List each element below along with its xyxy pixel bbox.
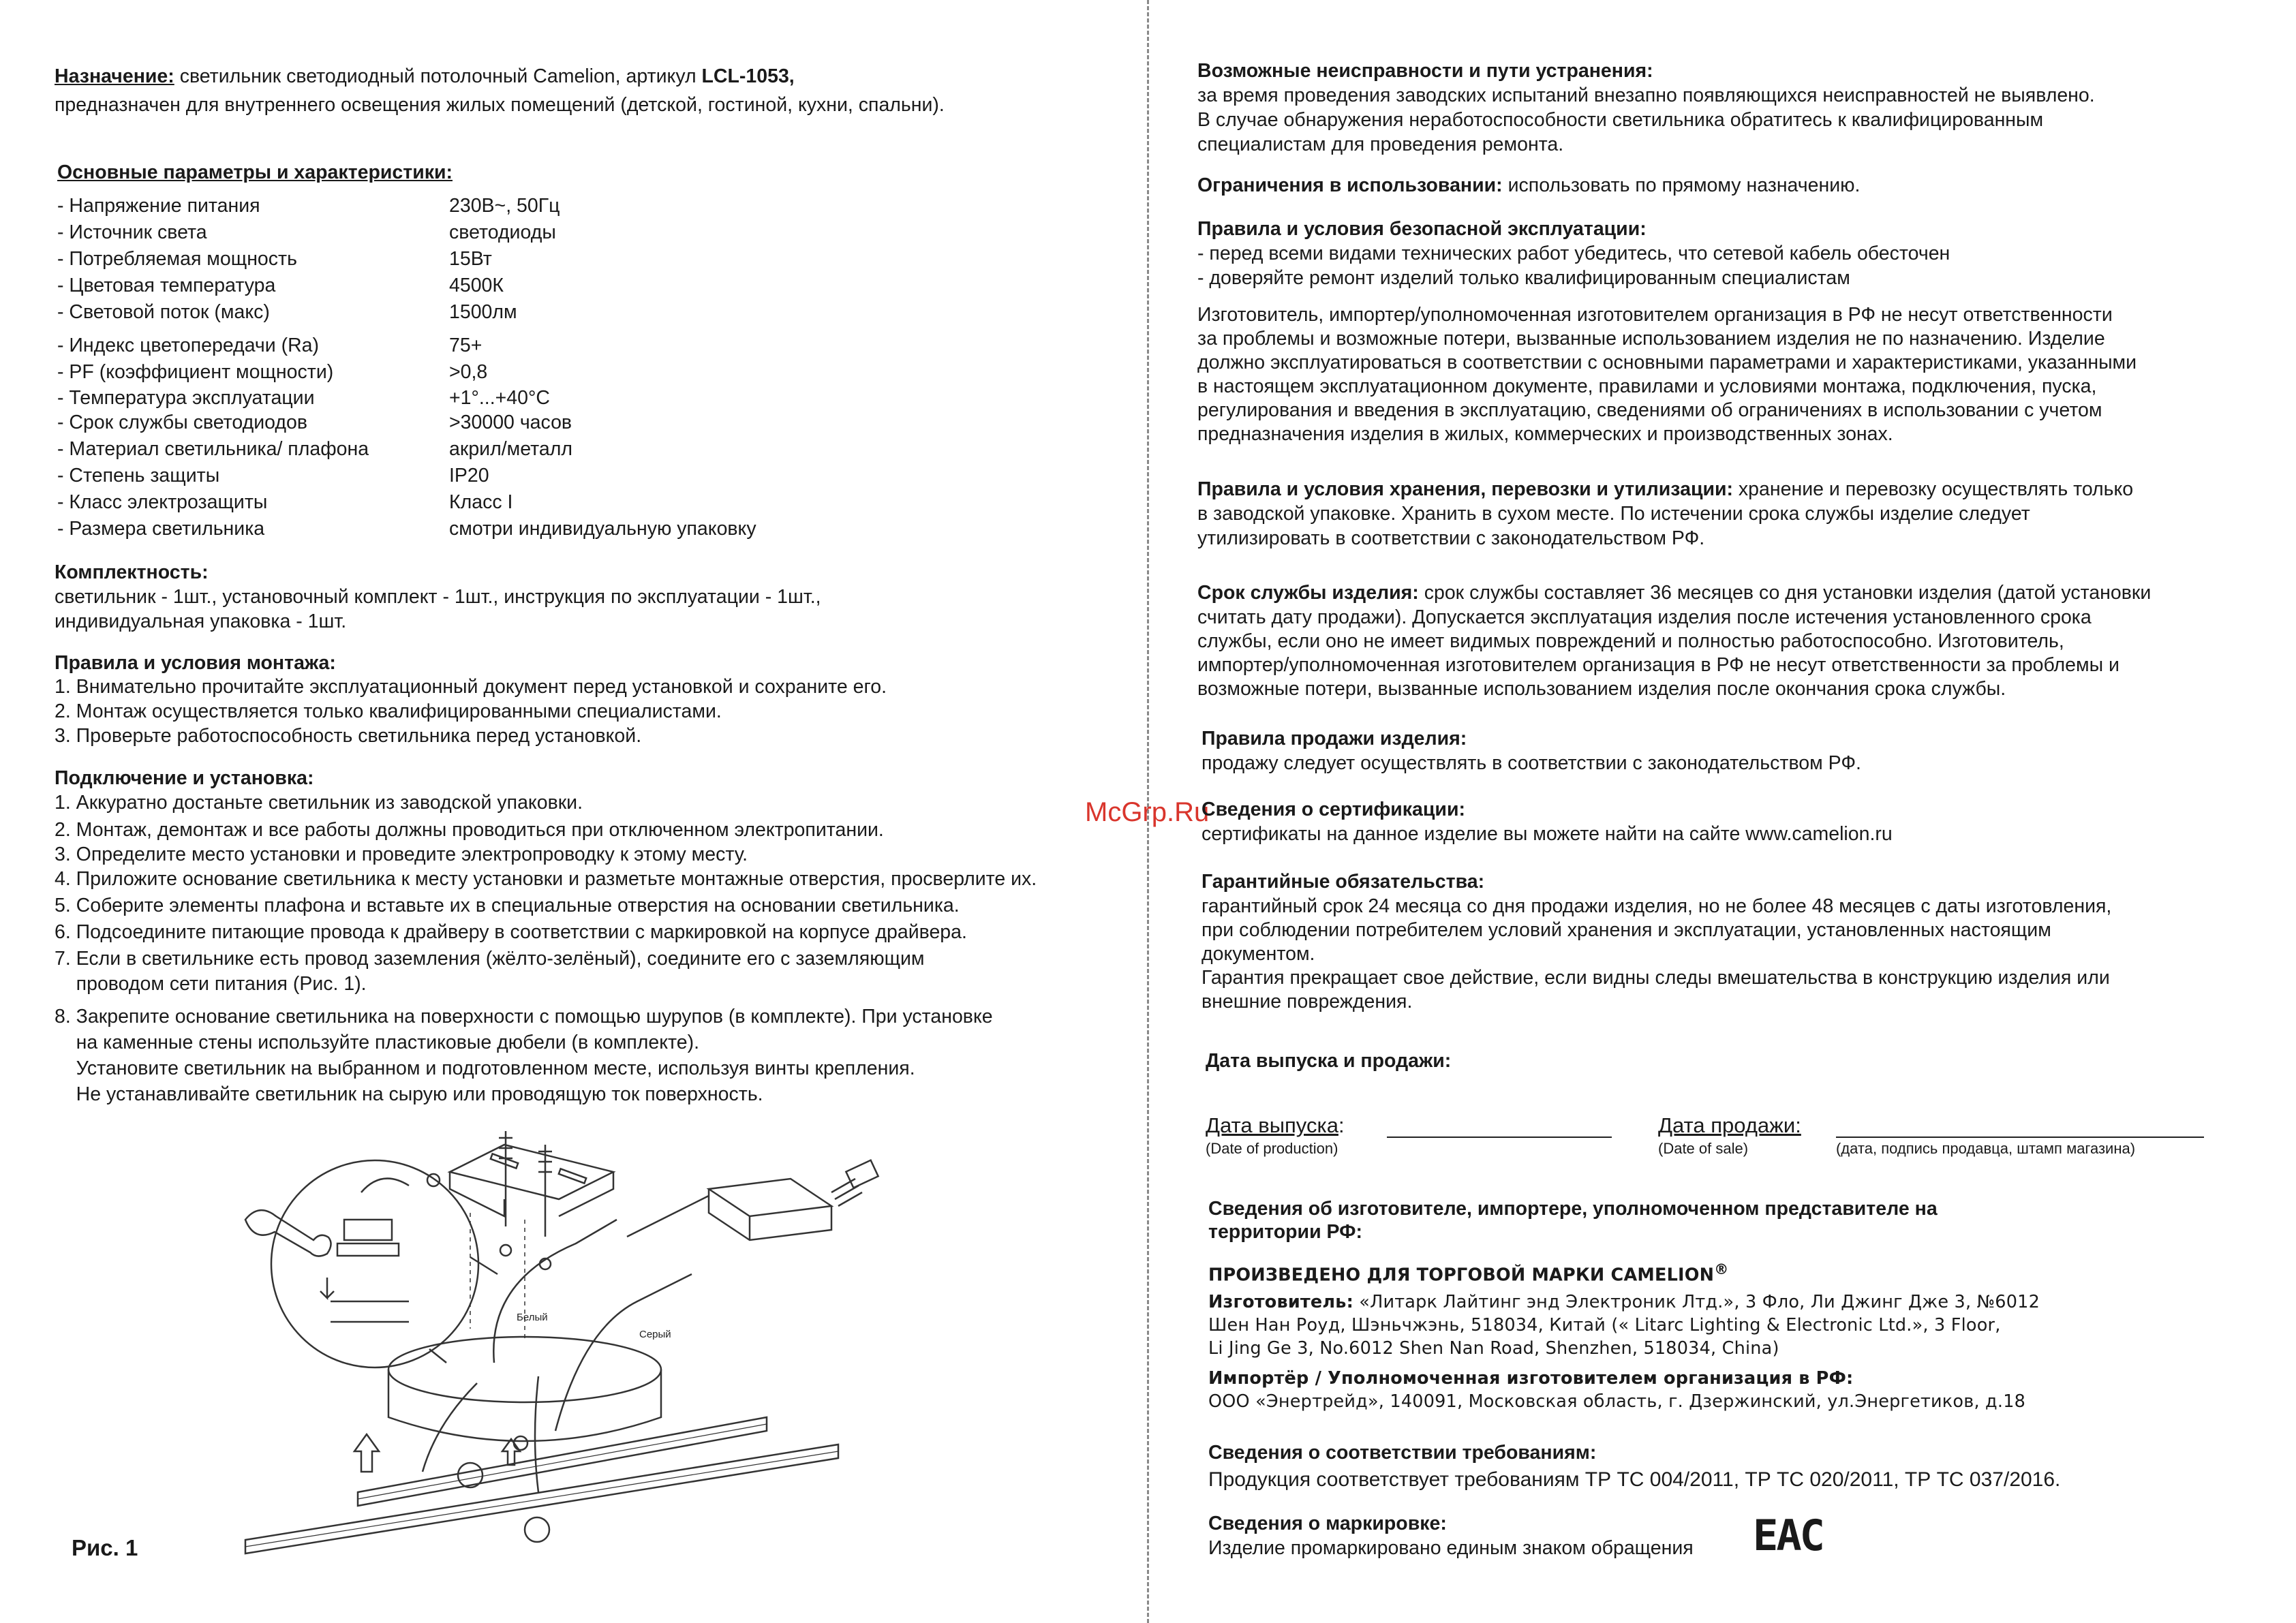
lamp-base [388, 1337, 661, 1402]
spec-key: - PF (коэффициент мощности) [57, 361, 334, 383]
faults-title: Возможные неисправности и пути устранения: [1197, 60, 1653, 82]
liability-line: в настоящем эксплуатационном документе, правилами и условиями монтажа, подключения, пуска, [1197, 375, 2097, 397]
driver-box [709, 1179, 831, 1216]
spec-key: - Класс электрозащиты [57, 491, 268, 513]
spec-key: - Температура эксплуатации [57, 387, 315, 409]
installation-diagram [204, 1117, 920, 1567]
purpose-text: светильник светодиодный потолочный Camelion, артикул [174, 65, 702, 87]
spec-key: - Материал светильника/ плафона [57, 438, 369, 460]
brand-line: ПРОИЗВЕДЕНО ДЛЯ ТОРГОВОЙ МАРКИ CAMELION® [1208, 1261, 1729, 1286]
install-step: 7. Если в светильнике есть провод заземления (жёлто-зелёный), соедините его с заземляющим [55, 948, 925, 970]
spec-key: - Потребляемая мощность [57, 248, 297, 270]
maker-title-2: территории РФ: [1208, 1221, 1362, 1243]
spec-value: 4500К [449, 275, 504, 296]
wire-gray [555, 1274, 692, 1431]
detail-magnifier [271, 1160, 478, 1367]
spec-key: - Размера светильника [57, 518, 265, 540]
spec-key: - Световой поток (макс) [57, 301, 270, 323]
mount-step: 2. Монтаж осуществляется только квалифицированными специалистами. [55, 700, 722, 722]
purpose-line-2: предназначен для внутреннего освещения жилых помещений (детской, гостиной, кухни, спальни). [55, 94, 945, 116]
life-line: службы, если оно не имеет видимых повреждений и полностью работоспособно. Изготовитель, [1197, 630, 2064, 652]
install-step: 6. Подсоедините питающие провода к драйверу в соответствии с маркировкой на корпусе драйвера. [55, 921, 967, 943]
sale-title: Правила продажи изделия: [1201, 728, 1467, 749]
storage-line: утилизировать в соответствии с законодательством РФ. [1197, 527, 1705, 549]
safety-item: - доверяйте ремонт изделий только квалифицированным специалистам [1197, 267, 1850, 289]
maker-line-3: Li Jing Ge 3, No.6012 Shen Nan Road, Shenzhen, 518034, China) [1208, 1338, 1779, 1359]
storage-line: в заводской упаковке. Хранить в сухом месте. По истечении срока службы изделие следует [1197, 503, 2030, 525]
spec-value: >30000 часов [449, 412, 572, 433]
life-line: считать дату продажи). Допускается эксплуатация изделия после истечения установленного срока [1197, 606, 2092, 628]
maker-line-1: Изготовитель: «Литарк Лайтинг энд Электроник Лтд.», 3 Фло, Ли Джинг Дже 3, №6012 [1208, 1292, 2040, 1312]
spec-value: светодиоды [449, 221, 556, 243]
faults-line: В случае обнаружения неработоспособности светильника обратитесь к квалифицированным [1197, 109, 2044, 131]
faults-line: за время проведения заводских испытаний внезапно появляющихся неисправностей не выявлено. [1197, 84, 2095, 106]
spec-key: - Цветовая температура [57, 275, 276, 296]
liability-line: регулирования и введения в эксплуатацию, сведениями об ограничениях в использовании с учетом [1197, 399, 2102, 421]
life-line [1197, 581, 2151, 605]
safety-title: Правила и условия безопасной эксплуатации: [1197, 218, 1647, 240]
wrench-icon [245, 1210, 331, 1256]
article-number: LCL-1053, [701, 65, 795, 87]
install-step: 2. Монтаж, демонтаж и все работы должны проводиться при отключенном электропитании. [55, 819, 884, 841]
warranty-line: Гарантия прекращает свое действие, если видны следы вмешательства в конструкцию изделия или [1201, 967, 2110, 989]
arrow-up-icon [354, 1434, 379, 1472]
liability-line: предназначения изделия в жилых, коммерческих и производственных зонах. [1197, 423, 1893, 445]
spec-value: 75+ [449, 335, 483, 356]
conform-title: Сведения о соответствии требованиям: [1208, 1442, 1597, 1464]
production-date-field[interactable] [1387, 1137, 1612, 1138]
warranty-line: внешние повреждения. [1201, 991, 1413, 1013]
kit-title: Комплектность: [55, 561, 209, 583]
storage-line [1197, 477, 2133, 501]
spec-value: IP20 [449, 465, 489, 486]
life-line: импортер/уполномоченная изготовителем организация в РФ не несут ответственности за проблемы и [1197, 654, 2119, 676]
purpose-line [55, 64, 795, 89]
faults-line: специалистам для проведения ремонта. [1197, 134, 1564, 155]
install-step: 3. Определите место установки и проведите электропроводку к этому месту. [55, 844, 748, 865]
spec-value: 230В~, 50Гц [449, 195, 560, 217]
liability-line: Изготовитель, импортер/уполномоченная изготовителем организация в РФ не несут ответственности [1197, 304, 2113, 326]
sale-date-en: (Date of sale) [1658, 1140, 1749, 1157]
install-step: Установите светильник на выбранном и подготовленном месте, используя винты крепления. [55, 1057, 915, 1079]
cert-title: Сведения о сертификации: [1201, 799, 1465, 820]
importer-text: ООО «Энертрейд», 140091, Московская область, г. Дзержинский, ул.Энергетиков, д.18 [1208, 1391, 2026, 1412]
storage-line-1: хранение и перевозку осуществлять только [1733, 478, 2134, 500]
purpose-label: Назначение: [55, 65, 174, 87]
eac-mark: EAC [1753, 1511, 1823, 1560]
marking-title: Сведения о маркировке: [1208, 1513, 1447, 1534]
kit-line-1: светильник - 1шт., установочный комплект - 1шт., инструкция по эксплуатации - 1шт., [55, 586, 821, 608]
mount-title: Правила и условия монтажа: [55, 652, 336, 674]
signature-note: (дата, подпись продавца, штамп магазина) [1836, 1140, 2136, 1157]
wire-white-label: Белый [517, 1312, 548, 1323]
maker-line-2: Шен Нан Роуд, Шэньчжэнь, 518034, Китай (« Litarc Lighting & Electronic Ltd.», 3 Floor, [1208, 1315, 2001, 1335]
sale-date-label: Дата продажи: [1658, 1113, 1801, 1137]
warranty-line: гарантийный срок 24 месяца со дня продажи изделия, но не более 48 месяцев с даты изготовления, [1201, 895, 2112, 917]
limits-text: использовать по прямому назначению. [1502, 174, 1861, 196]
liability-line: должно эксплуатироваться в соответствии с основными параметрами и характеристиками, указанными [1197, 352, 2137, 373]
liability-line: за проблемы и возможные потери, вызванные использованием изделия не по назначению. Изделие [1197, 328, 2105, 350]
spec-value: смотри индивидуальную упаковку [449, 518, 756, 540]
storage-title: Правила и условия хранения, перевозки и утилизации: [1197, 478, 1733, 500]
limits-title: Ограничения в использовании: [1197, 174, 1503, 196]
watermark: McGrp.Ru [1085, 797, 1210, 827]
spec-key: - Напряжение питания [57, 195, 260, 217]
mounting-bracket [450, 1145, 613, 1199]
install-step: 4. Приложите основание светильника к месту установки и разметьте монтажные отверстия, просверлите их. [55, 868, 1037, 890]
kit-line-2: индивидуальная упаковка - 1шт. [55, 610, 347, 632]
install-step: 8. Закрепите основание светильника на поверхности с помощью шурупов (в комплекте). При установке [55, 1006, 993, 1027]
life-title: Срок службы изделия: [1197, 582, 1419, 604]
install-step: 1. Аккуратно достаньте светильник из заводской упаковки. [55, 792, 583, 814]
spec-key: - Индекс цветопередачи (Ra) [57, 335, 320, 356]
spec-value: 1500лм [449, 301, 517, 323]
marking-text: Изделие промаркировано единым знаком обращения [1208, 1537, 1694, 1559]
production-date-en: (Date of production) [1206, 1140, 1338, 1157]
maker-title-1: Сведения об изготовителе, импортере, уполномоченном представителе на [1208, 1198, 1938, 1220]
warranty-line: документом. [1201, 943, 1315, 965]
spec-key: - Срок службы светодиодов [57, 412, 307, 433]
warranty-line: при соблюдении потребителем условий хранения и эксплуатации, установленных настоящим [1201, 919, 2051, 941]
warranty-title: Гарантийные обязательства: [1201, 871, 1485, 893]
life-line-1: срок службы составляет 36 месяцев со дня установки изделия (датой установки [1418, 582, 2152, 604]
spec-value: акрил/металл [449, 438, 572, 460]
limits-line [1197, 173, 1860, 198]
cert-text: сертификаты на данное изделие вы можете найти на сайте www.camelion.ru [1201, 823, 1893, 845]
mount-step: 3. Проверьте работоспособность светильника перед установкой. [55, 725, 642, 747]
specs-title: Основные параметры и характеристики: [57, 161, 453, 183]
figure-caption: Рис. 1 [72, 1535, 138, 1560]
mount-step: 1. Внимательно прочитайте эксплуатационный документ перед установкой и сохраните его. [55, 676, 887, 698]
install-step: проводом сети питания (Рис. 1). [55, 973, 367, 995]
install-step: Не устанавливайте светильник на сырую или проводящую ток поверхность. [55, 1083, 763, 1105]
wire-gray-label: Серый [639, 1329, 671, 1340]
install-step: на каменные стены используйте пластиковые дюбели (в комплекте). [55, 1032, 700, 1053]
maker-label: Изготовитель: [1208, 1292, 1353, 1312]
spec-value: 15Вт [449, 248, 492, 270]
install-step: 5. Соберите элементы плафона и вставьте их в специальные отверстия на основании светильника. [55, 895, 960, 916]
spec-key: - Степень защиты [57, 465, 220, 486]
life-line: возможные потери, вызванные использованием изделия после окончания срока службы. [1197, 678, 2006, 700]
conform-text: Продукция соответствует требованиям ТР ТС 004/2011, ТР ТС 020/2011, ТР ТС 037/2016. [1208, 1468, 2061, 1491]
spec-value: >0,8 [449, 361, 488, 383]
dates-title: Дата выпуска и продажи: [1206, 1050, 1452, 1072]
sale-date-field[interactable] [1836, 1137, 2204, 1138]
safety-item: - перед всеми видами технических работ убедитесь, что сетевой кабель обесточен [1197, 243, 1950, 264]
spec-value: +1°...+40°С [449, 387, 550, 409]
importer-label: Импортёр / Уполномоченная изготовителем организация в РФ: [1208, 1368, 1854, 1389]
production-date-label: Дата выпуска: [1206, 1113, 1345, 1137]
spec-key: - Источник света [57, 221, 207, 243]
install-title: Подключение и установка: [55, 767, 314, 789]
spec-value: Класс I [449, 491, 513, 513]
sale-text: продажу следует осуществлять в соответствии с законодательством РФ. [1201, 752, 1861, 774]
